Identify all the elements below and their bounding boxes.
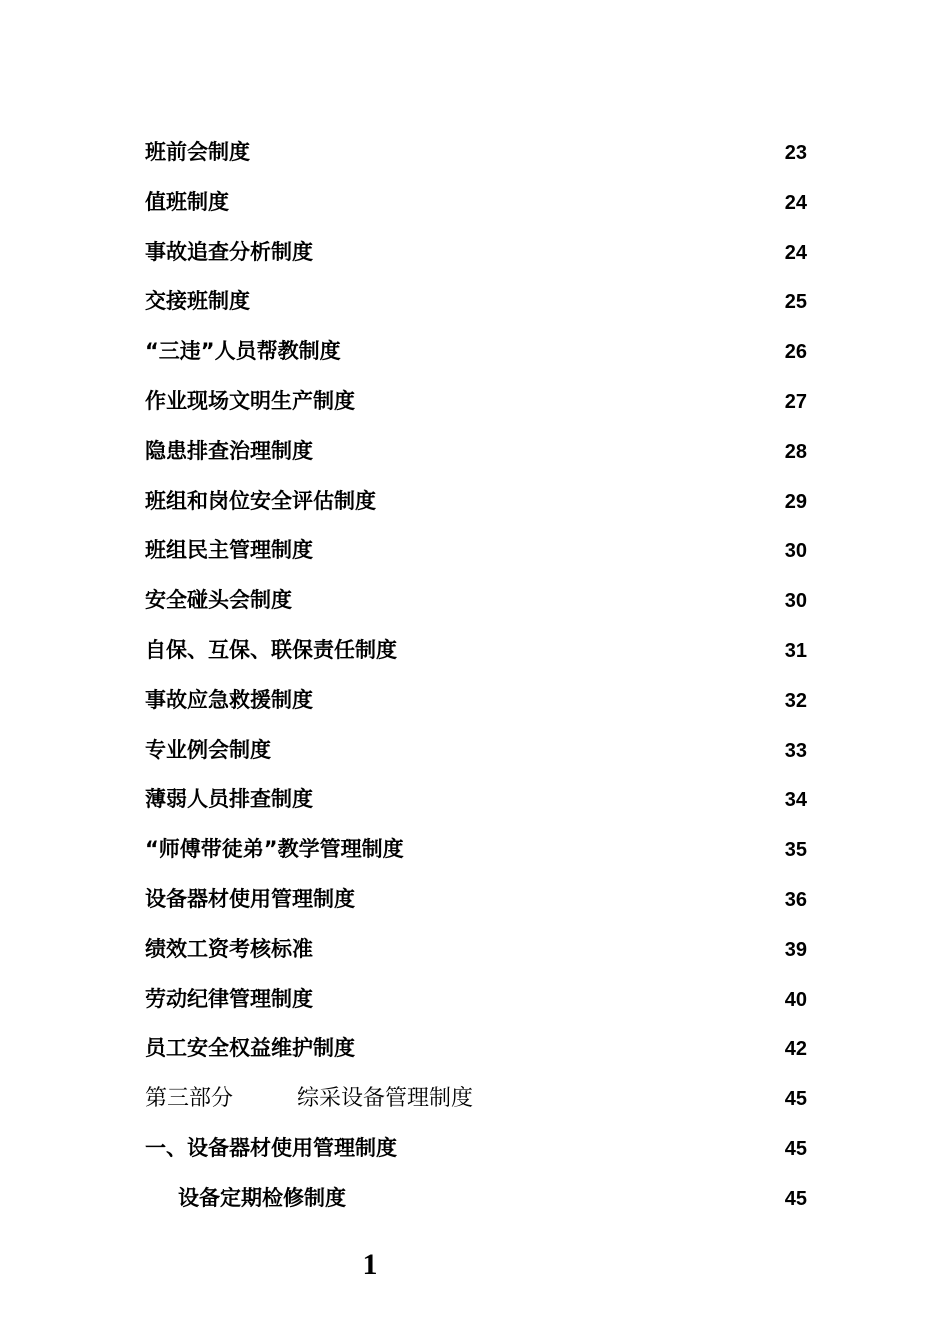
toc-entry-page: 27 [784, 390, 807, 413]
toc-entry-page: 23 [784, 142, 807, 164]
toc-entry[interactable] [145, 975, 807, 1025]
toc-entry[interactable] [145, 277, 807, 327]
toc-entry[interactable] [145, 178, 807, 228]
toc-entry[interactable] [145, 875, 807, 925]
part-label: 第三部分 [145, 1086, 234, 1112]
toc-entry[interactable] [145, 377, 807, 427]
toc-entry-page: 34 [784, 789, 807, 812]
toc-entry-page: 36 [784, 888, 807, 911]
toc-section-row[interactable] [145, 1124, 807, 1174]
toc-entry-title: 专业例会制度 [145, 737, 271, 762]
toc-entry-title: 班组民主管理制度 [145, 538, 313, 563]
toc-entry[interactable] [145, 327, 807, 377]
toc-entry-page: 25 [784, 291, 807, 314]
toc-entry-title: “师傅带徒弟”教学管理制度 [145, 837, 404, 862]
toc-entry-page: 35 [784, 839, 807, 862]
toc-entry[interactable] [145, 1024, 807, 1074]
toc-entry-title: 薄弱人员排查制度 [145, 787, 313, 812]
toc-entry[interactable] [145, 925, 807, 975]
section-page: 45 [784, 1137, 807, 1160]
toc-entry-title: 员工安全权益维护制度 [145, 1036, 355, 1061]
toc-entry-title: 劳动纪律管理制度 [145, 986, 313, 1011]
toc-entry-page: 39 [784, 938, 807, 961]
subsection-title: 设备定期检修制度 [178, 1185, 346, 1210]
table-of-contents [145, 128, 807, 1224]
toc-entry-page: 26 [784, 341, 807, 364]
toc-entry-title: 班组和岗位安全评估制度 [145, 488, 376, 513]
toc-entry[interactable] [145, 726, 807, 776]
toc-entry-page: 33 [784, 739, 807, 762]
toc-entry[interactable] [145, 427, 807, 477]
toc-entry-title: 作业现场文明生产制度 [145, 388, 355, 413]
toc-entry-page: 24 [784, 191, 807, 214]
toc-entry-page: 40 [784, 988, 807, 1011]
toc-entry[interactable] [145, 526, 807, 576]
toc-entry-page: 24 [784, 241, 807, 264]
toc-entry[interactable] [145, 576, 807, 626]
part-page: 45 [784, 1088, 807, 1111]
toc-entry-title: 隐患排查治理制度 [145, 438, 313, 463]
toc-part-row[interactable] [145, 1074, 807, 1124]
toc-entry[interactable] [145, 676, 807, 726]
toc-entry-title: 交接班制度 [145, 289, 250, 314]
toc-entry-page: 42 [784, 1038, 807, 1061]
toc-entry-title: 班前会制度 [145, 140, 250, 164]
toc-entry[interactable] [145, 477, 807, 527]
toc-subsection-row[interactable] [145, 1174, 807, 1224]
section-title: 一、设备器材使用管理制度 [145, 1135, 397, 1160]
subsection-page: 45 [784, 1187, 807, 1210]
toc-entry[interactable] [145, 626, 807, 676]
toc-entry-title: “三违”人员帮教制度 [145, 339, 341, 364]
footer-page-number: 1 [362, 1248, 378, 1281]
toc-entry[interactable] [145, 128, 807, 178]
toc-entry-title: 设备器材使用管理制度 [145, 886, 355, 911]
toc-entry-title: 安全碰头会制度 [145, 588, 292, 613]
toc-entry-page: 28 [784, 440, 807, 463]
toc-entry-title: 值班制度 [145, 189, 229, 214]
toc-entry-page: 30 [784, 590, 807, 613]
toc-entry-page: 31 [784, 639, 807, 662]
toc-entry-title: 绩效工资考核标准 [145, 936, 313, 961]
toc-entry-page: 32 [784, 689, 807, 712]
toc-entry-page: 29 [784, 490, 807, 513]
toc-entry[interactable] [145, 775, 807, 825]
toc-entry-page: 30 [784, 540, 807, 563]
toc-entry-title: 事故追查分析制度 [145, 239, 313, 264]
part-title: 综采设备管理制度 [297, 1086, 474, 1112]
toc-entry[interactable] [145, 825, 807, 875]
toc-entry-title: 事故应急救援制度 [145, 687, 313, 712]
toc-entry[interactable] [145, 228, 807, 278]
toc-entry-title: 自保、互保、联保责任制度 [145, 637, 397, 662]
